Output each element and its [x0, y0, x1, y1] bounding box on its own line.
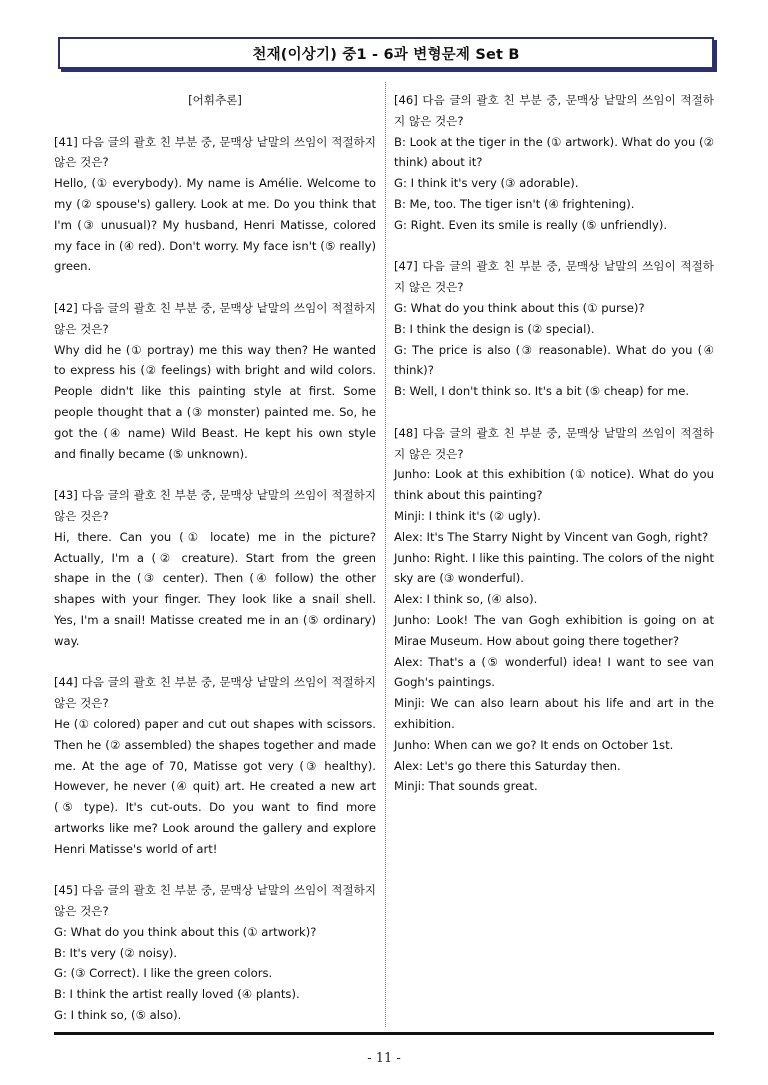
question-47: [394, 256, 714, 402]
question-prompt: [44] 다음 글의 괄호 친 부분 중, 문맥상 낱말의 쓰임이 적절하지 않은 것은?: [54, 675, 376, 711]
question-passage: Why did he (① portray) me this way then? He wanted to express his (② feelings) with bright and wild colors. People didn't like this painting style at first. Some people thought that a (③ monster) painted me. So, he got the (④ name) Wild Beast. He kept his own style and finally became (⑤ unknown).: [54, 342, 376, 461]
column-divider: [385, 82, 386, 1027]
question-prompt: [47] 다음 글의 괄호 친 부분 중, 문맥상 낱말의 쓰임이 적절하지 않은 것은?: [394, 259, 714, 295]
question-45: [54, 880, 376, 1026]
question-prompt: [48] 다음 글의 괄호 친 부분 중, 문맥상 낱말의 쓰임이 적절하지 않은 것은?: [394, 425, 714, 461]
question-passage: G: What do you think about this (① purse)? B: I think the design is (② special). G: The price is also (③ reasonable). What do you (④ think)? B: Well, I don't think so. It's a bit (⑤ cheap) for me.: [394, 300, 714, 399]
question-46: [394, 90, 714, 236]
question-prompt: [45] 다음 글의 괄호 친 부분 중, 문맥상 낱말의 쓰임이 적절하지 않은 것은?: [54, 883, 376, 919]
page-number: - 11 -: [367, 1051, 401, 1066]
question-passage: Hi, there. Can you (① locate) me in the picture? Actually, I'm a (② creature). Start from the green shape in the (③ center). Then (④ follow) the other shapes with your finger. They look like a snail shell. Yes, I'm a snail! Matisse created me in an (⑤ ordinary) way.: [54, 529, 376, 648]
question-prompt: [43] 다음 글의 괄호 친 부분 중, 문맥상 낱말의 쓰임이 적절하지 않은 것은?: [54, 488, 376, 523]
title-box: [58, 37, 714, 69]
question-passage: He (① colored) paper and cut out shapes with scissors. Then he (② assembled) the shapes together and made me. At the age of 70, Matisse got very (③ healthy). However, he never (④ quit) art. He created a new art (⑤ type). It's cut-outs. Do you want to find more artworks like me? Look around the gallery and explore Henri Matisse's world of art!: [54, 716, 376, 856]
question-prompt: [42] 다음 글의 괄호 친 부분 중, 문맥상 낱말의 쓰임이 적절하지 않은 것은?: [54, 300, 376, 336]
question-41: [54, 132, 376, 278]
left-column: [54, 90, 376, 1047]
question-passage: G: What do you think about this (① artwork)? B: It's very (② noisy). G: (③ Correct). I like the green colors. B: I think the artist really loved (④ plants). G: I think so, (⑤ also).: [54, 924, 317, 1023]
question-passage: Junho: Look at this exhibition (① notice). What do you think about this painting? Minji: I think it's (② ugly). Alex: It's The Starry Night by Vincent van Gogh, right? Junho: Right. I like this painting. The colors of the night sky are (③ wonderful). Alex: I think so, (④ also). Junho: Look! The van Gogh exhibition is going on at Mirae Museum. How about going there together? Alex: That's a (⑤ wonderful) idea! I want to see van Gogh's paintings. Minji: We can also learn about his life and art in the exhibition. Junho: When can we go? It ends on October 1st. Alex: Let's go there this Saturday then. Minji: That sounds great.: [394, 467, 714, 794]
page-title: 천재(이상기) 중1 - 6과 변형문제 Set B: [252, 46, 520, 63]
question-42: [54, 298, 376, 464]
question-prompt: [46] 다음 글의 괄호 친 부분 중, 문맥상 낱말의 쓰임이 적절하지 않은 것은?: [394, 93, 714, 128]
question-passage: B: Look at the tiger in the (① artwork). What do you (② think) about it? G: I think it's very (③ adorable). B: Me, too. The tiger isn't (④ frightening). G: Right. Even its smile is really (⑤ unfriendly).: [394, 134, 714, 232]
question-43: [54, 485, 376, 651]
question-prompt: [41] 다음 글의 괄호 친 부분 중, 문맥상 낱말의 쓰임이 적절하지 않은 것은?: [54, 134, 376, 170]
question-48: [394, 423, 714, 797]
question-44: [54, 672, 376, 859]
section-subtitle: [어휘추론]: [188, 93, 242, 107]
question-passage: Hello, (① everybody). My name is Amélie. Welcome to my (② spouse's) gallery. Look at me. Do you think that I'm (③ unusual)? My husband, Henri Matisse, colored my face in (④ red). Don't worry. My face isn't (⑤ really) green.: [54, 176, 376, 274]
right-column: [394, 90, 714, 818]
footer-rule: [54, 1032, 714, 1035]
